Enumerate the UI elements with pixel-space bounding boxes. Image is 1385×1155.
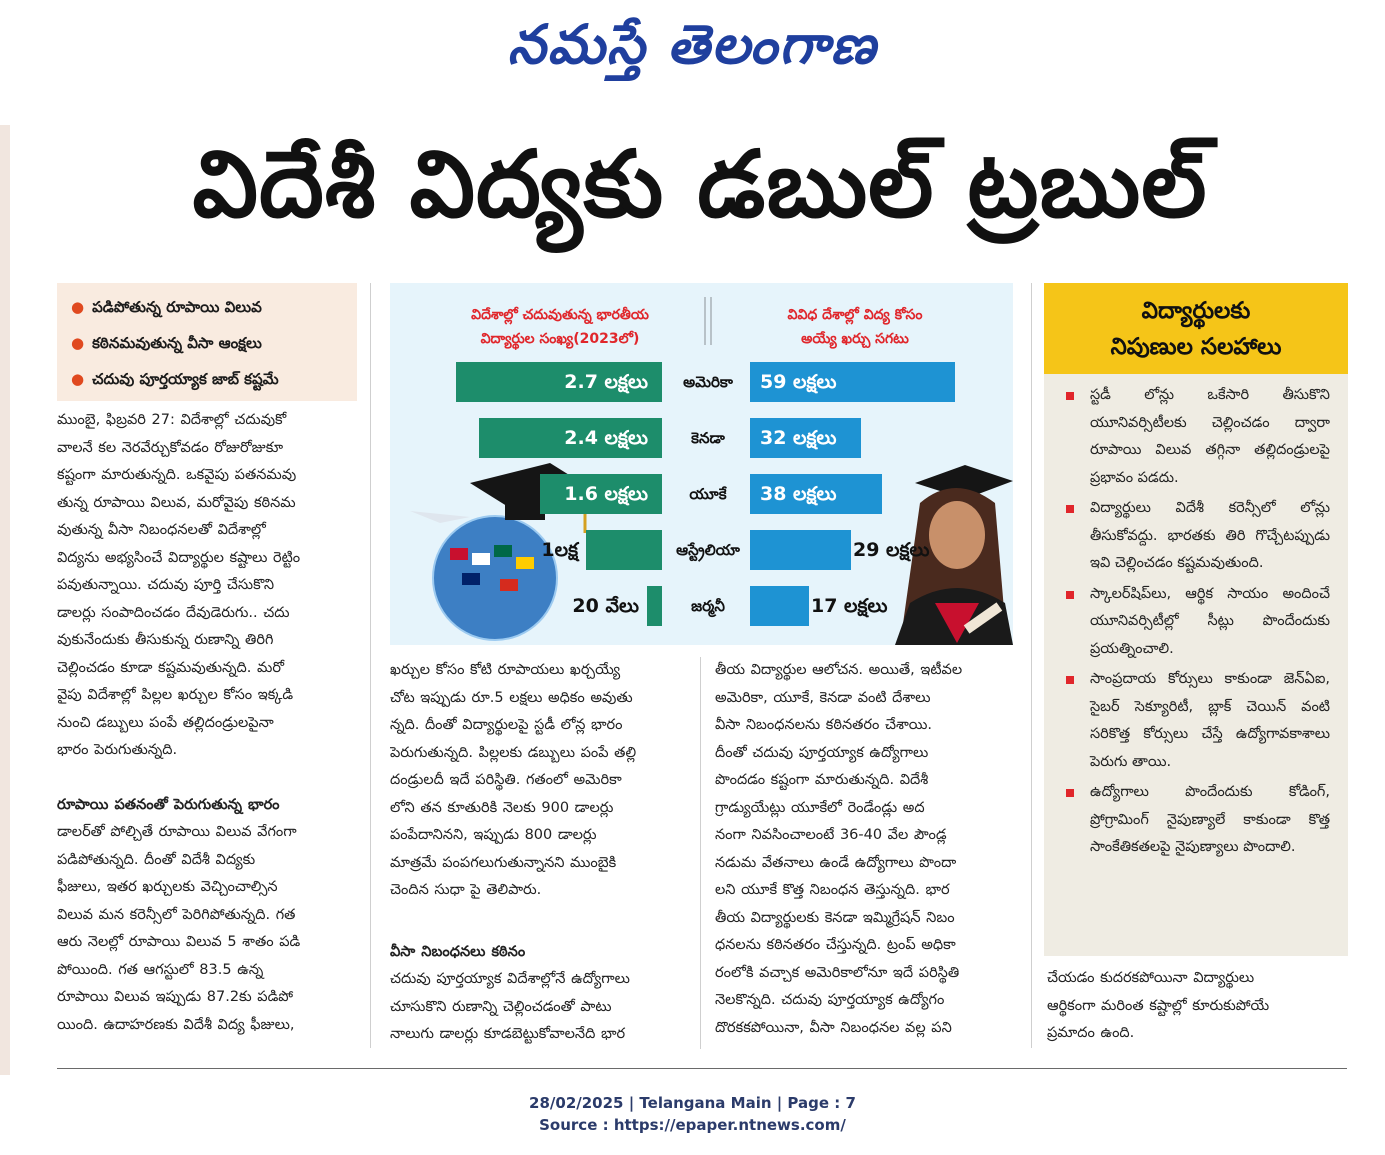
bullet-dot-icon: ● <box>71 298 85 316</box>
column-divider <box>700 657 701 1049</box>
text-line: వైపు విదేశాల్లో పిల్లల ఖర్చుల కోసం ఇక్కడి <box>57 687 294 703</box>
advice-item <box>1066 666 1330 776</box>
bar-students <box>479 418 662 458</box>
chart-category-label: కెనడా <box>691 429 725 447</box>
bar-students <box>456 362 662 402</box>
bar-label-cost: 29 లక్షలు <box>853 539 930 561</box>
column-1-paragraph-1 <box>57 407 359 765</box>
text-line: నెలకొన్నది. చదువు పూర్తయ్యాక ఉద్యోగం <box>715 992 945 1008</box>
text-line: వుకునేందుకు తీసుకున్న రుణాన్ని తిరిగి <box>57 632 274 648</box>
text-line: పోయింది. గత ఆగస్టులో 83.5 ఉన్న <box>57 961 264 978</box>
text-line: గ్రాడ్యుయేట్లు యూకేలో రెండేండ్లు అద <box>715 799 925 816</box>
text-line: నుంచి డబ్బులు పంపే తల్లిదండ్రులపైనా <box>57 714 274 731</box>
text-line: చెల్లించడం కూడా కష్టమవుతున్నది. మరో <box>57 659 284 676</box>
column-3-paragraph <box>715 657 1021 1042</box>
text-line: నంగా నివసించాలంటే 36-40 వేల పౌండ్ల <box>715 827 947 843</box>
red-square-bullet-icon <box>1066 505 1074 513</box>
advice-item-text: ఉద్యోగాలు పొందేందుకు కోడింగ్, ప్రోగ్రామింగ్ నైపుణ్యాలే కాకుండా కొత్త సాంకేతికతలపై నైపుణ్యాలు పొందాలి. <box>1090 784 1330 855</box>
text-line: నడుమ వేతనాలు ఉండే ఉద్యోగాలు పొందా <box>715 854 957 871</box>
advice-item <box>1066 581 1330 664</box>
infographic-chart <box>390 283 1013 645</box>
text-line: యింది. ఉదాహరణకు విదేశీ విద్య ఫీజులు, <box>57 1016 295 1033</box>
text-line: చేయడం కుదరకపోయినా విద్యార్థులు <box>1047 970 1255 986</box>
text-line: ఆర్థికంగా మరింత కష్టాల్లో కూరుకుపోయే <box>1047 997 1270 1014</box>
article-column-4 <box>1047 965 1347 1048</box>
text-line: పెరుగుతున్నది. పిల్లలకు డబ్బులు పంపే తల్లి <box>390 744 637 761</box>
bar-cost <box>750 586 809 626</box>
article-column-3 <box>715 657 1021 1042</box>
bar-label-cost: 17 లక్షలు <box>811 595 888 617</box>
chart-category-label: జర్మనీ <box>691 597 725 615</box>
column-divider <box>1031 283 1032 1048</box>
text-line: దండ్రులదీ ఇదే పరిస్థితి. గతంలో అమెరికా <box>390 772 622 788</box>
bullet-dot-icon: ● <box>71 334 85 352</box>
red-square-bullet-icon <box>1066 591 1074 599</box>
column-2-paragraph-1 <box>390 657 684 905</box>
advice-item-text: స్కాలర్‌షిప్‌లు, ఆర్థిక సాయం అందించే యూనివర్సిటీల్లో సీట్లు పొందేందుకు ప్రయత్నించాలి. <box>1090 585 1330 657</box>
text-line: అమెరికా, యూకే, కెనడా వంటి దేశాలు <box>715 689 931 706</box>
text-line: తున్న రూపాయి విలువ, మరోవైపు కఠినమ <box>57 494 296 511</box>
text-line: లని యూకే కొత్త నిబంధన తెస్తున్నది. భార <box>715 882 950 898</box>
text-line: భారం పెరుగుతున్నది. <box>57 742 178 758</box>
bar-students <box>586 530 662 570</box>
bar-cost <box>750 418 861 458</box>
bar-cost <box>750 474 882 514</box>
airplane-icon <box>410 511 470 523</box>
text-line: చోట ఇప్పుడు రూ.5 లక్షలు అధికం అవుతు <box>390 689 633 706</box>
column-divider <box>370 283 371 1048</box>
highlights-box <box>57 283 357 401</box>
chart-title-left: విదేశాల్లో చదువుతున్న భారతీయ విద్యార్థుల సంఖ్య(2023లో) <box>471 307 649 347</box>
page-headline: విదేశీ విద్యకు డబుల్ ట్రబుల్ <box>192 131 1208 238</box>
text-line: పంపేదానినని, ఇప్పుడు 800 డాలర్లు <box>390 827 597 843</box>
advice-item-text: స్టడీ లోన్లు ఒకేసారి తీసుకొని యూనివర్సిటీలకు చెల్లించడం ద్వారా రూపాయి విలువ తగ్గినా తల్లిదండ్రులపై ప్రభావం పడదు. <box>1090 387 1330 486</box>
bullet-dot-icon: ● <box>71 370 85 388</box>
bar-label-students: 2.4 లక్షలు <box>564 427 648 449</box>
text-line: దొరకకపోయినా, వీసా నిబంధనల వల్ల పని <box>715 1019 952 1036</box>
text-line: మాత్రమే పంపగలుగుతున్నానని ముంబైకి <box>390 854 617 871</box>
footer-source-link[interactable]: Source : https://epaper.ntnews.com/ <box>539 1116 846 1134</box>
red-square-bullet-icon <box>1066 392 1074 400</box>
text-line: కష్టంగా మారుతున్నది. ఒకవైపు పతనమవు <box>57 467 297 483</box>
red-square-bullet-icon <box>1066 789 1074 797</box>
column-4-paragraph <box>1047 965 1347 1048</box>
advice-box-header: విద్యార్థులకు నిపుణుల సలహాలు <box>1044 283 1348 374</box>
text-line: ముంబై, ఫిబ్రవరి 27: విదేశాల్లో చదువుకో <box>57 412 287 428</box>
bar-students <box>647 586 662 626</box>
highlight-item: ● చదువు పూర్తయ్యాక జాబ్ కష్టమే <box>71 370 279 388</box>
text-line: వీసా నిబంధనలను కఠినతరం చేశాయి. <box>715 717 933 733</box>
bar-cost <box>750 362 955 402</box>
bar-cost <box>750 530 851 570</box>
text-line: ఖర్చుల కోసం కోటి రూపాయలు ఖర్చయ్యే <box>390 662 621 678</box>
chart-title-divider <box>710 297 712 345</box>
text-line: తీయ విద్యార్థులకు కెనడా ఇమ్మిగ్రేషన్ నిబం <box>715 909 955 926</box>
text-line: ప్రమాదం ఉంది. <box>1047 1025 1135 1041</box>
left-margin-rule <box>0 125 10 1075</box>
column-1-paragraph-2 <box>57 819 359 1039</box>
bar-label-students: 1లక్ష <box>541 539 578 561</box>
text-line: రంలోకి వచ్చాక అమెరికాలోనూ ఇదే పరిస్థితి <box>715 964 960 981</box>
bar-label-students: 20 వేలు <box>572 595 639 617</box>
footer-date-edition: 28/02/2025 | Telangana Main | Page : 7 <box>529 1094 856 1112</box>
chart-category-label: యూకే <box>689 485 727 503</box>
text-line: విలువ మన కరెన్సీలో పెరిగిపోతున్నది. గత <box>57 906 296 923</box>
advice-item <box>1066 779 1330 862</box>
bar-label-students: 2.7 లక్షలు <box>564 371 648 393</box>
text-line: లోని తన కూతురికి నెలకు 900 డాలర్లు <box>390 799 614 816</box>
bar-label-cost: 38 లక్షలు <box>760 483 837 505</box>
bar-students <box>540 474 662 514</box>
article-column-1 <box>57 407 359 1039</box>
subheading-visa-rules: వీసా నిబంధనలు కఠినం <box>390 943 526 960</box>
chart-category-label: అమెరికా <box>683 373 733 391</box>
advice-list <box>1066 382 1330 862</box>
text-line: డాలర్లు సంపాదించడం దేవుడెరుగు.. చదు <box>57 604 290 621</box>
bar-label-students: 1.6 లక్షలు <box>564 483 648 505</box>
advice-box <box>1044 374 1348 956</box>
text-line: పొందడం కష్టంగా మారుతున్నది. విదేశీ <box>715 772 929 788</box>
text-line: రూపాయి విలువ ఇప్పుడు 87.2కు పడిపో <box>57 989 294 1005</box>
subheading-rupee-fall: రూపాయి పతనంతో పెరుగుతున్న భారం <box>57 796 280 813</box>
text-line: చదువు పూర్తయ్యాక విదేశాల్లోనే ఉద్యోగాలు <box>390 971 630 987</box>
text-line: విద్యను అభ్యసించే విద్యార్థుల కష్టాలు రెట్టిం <box>57 549 301 566</box>
text-line: చెందిన సుధా పై తెలిపారు. <box>390 882 542 898</box>
text-line: వుతున్న వీసా నిబంధనలతో విదేశాల్లో <box>57 522 266 538</box>
text-line: ధనలను కఠినతరం చేస్తున్నది. ట్రంప్ అధికా <box>715 937 956 953</box>
highlight-item: ● పడిపోతున్న రూపాయి విలువ <box>71 298 262 316</box>
newspaper-masthead: నమస్తే తెలంగాణ <box>507 12 878 76</box>
text-line: న్నది. దీంతో విద్యార్థులపై స్టడీ లోన్ల భారం <box>390 717 623 733</box>
text-line: పడిపోతున్నది. దీంతో విదేశీ విద్యకు <box>57 851 256 868</box>
advice-item <box>1066 382 1330 492</box>
advice-item-text: విద్యార్థులు విదేశీ కరెన్సీలో లోన్లు తీసుకోవద్దు. భారతకు తిరి గొచ్చేటప్పుడు ఇవి చెల్లించడం కష్టమవుతుంది. <box>1090 500 1330 571</box>
text-line: ఆరు నెలల్లో రూపాయి విలువ 5 శాతం పడి <box>57 934 301 950</box>
text-line: దీంతో చదువు పూర్తయ్యాక ఉద్యోగాలు <box>715 744 929 761</box>
text-line: వాలనే కల నెరవేర్చుకోవడం రోజురోజుకూ <box>57 439 284 456</box>
footer-rule <box>57 1068 1347 1069</box>
text-line: నాలుగు డాలర్లు కూడబెట్టుకోవాలనేది భార <box>390 1026 626 1042</box>
advice-item <box>1066 495 1330 578</box>
text-line: పవుతున్నాయి. చదువు పూర్తి చేసుకొని <box>57 577 275 593</box>
chart-category-label: ఆస్ట్రేలియా <box>676 541 740 559</box>
bar-label-cost: 59 లక్షలు <box>760 371 837 393</box>
text-line: తీయ విద్యార్థుల ఆలోచన. అయితే, ఇటీవల <box>715 662 963 678</box>
bar-label-cost: 32 లక్షలు <box>760 427 837 449</box>
text-line: ఫీజులు, ఇతర ఖర్చులకు వెచ్చించాల్సిన <box>57 879 278 895</box>
red-square-bullet-icon <box>1066 676 1074 684</box>
chart-title-right: వివిధ దేశాల్లో విద్య కోసం అయ్యే ఖర్చు సగటు <box>787 307 923 347</box>
chart-title-divider <box>704 297 706 345</box>
text-line: డాలర్‌తో పోల్చితే రూపాయి విలువ వేగంగా <box>57 824 297 840</box>
column-2-paragraph-2 <box>390 966 684 1049</box>
text-line: చూసుకొని రుణాన్ని చెల్లించడంతో పాటు <box>390 998 612 1015</box>
article-column-2 <box>390 657 684 1049</box>
advice-item-text: సాంప్రదాయ కోర్సులు కాకుండా జెన్‌ఏఐ, సైబర్ సెక్యూరిటీ, బ్లాక్ చెయిన్ వంటి సరికొత్త కోర్సులు చేస్తే ఉద్యోగావకాశాలు పెరుగు తాయి. <box>1090 671 1330 770</box>
highlight-item: ● కఠినమవుతున్న వీసా ఆంక్షలు <box>71 334 262 352</box>
